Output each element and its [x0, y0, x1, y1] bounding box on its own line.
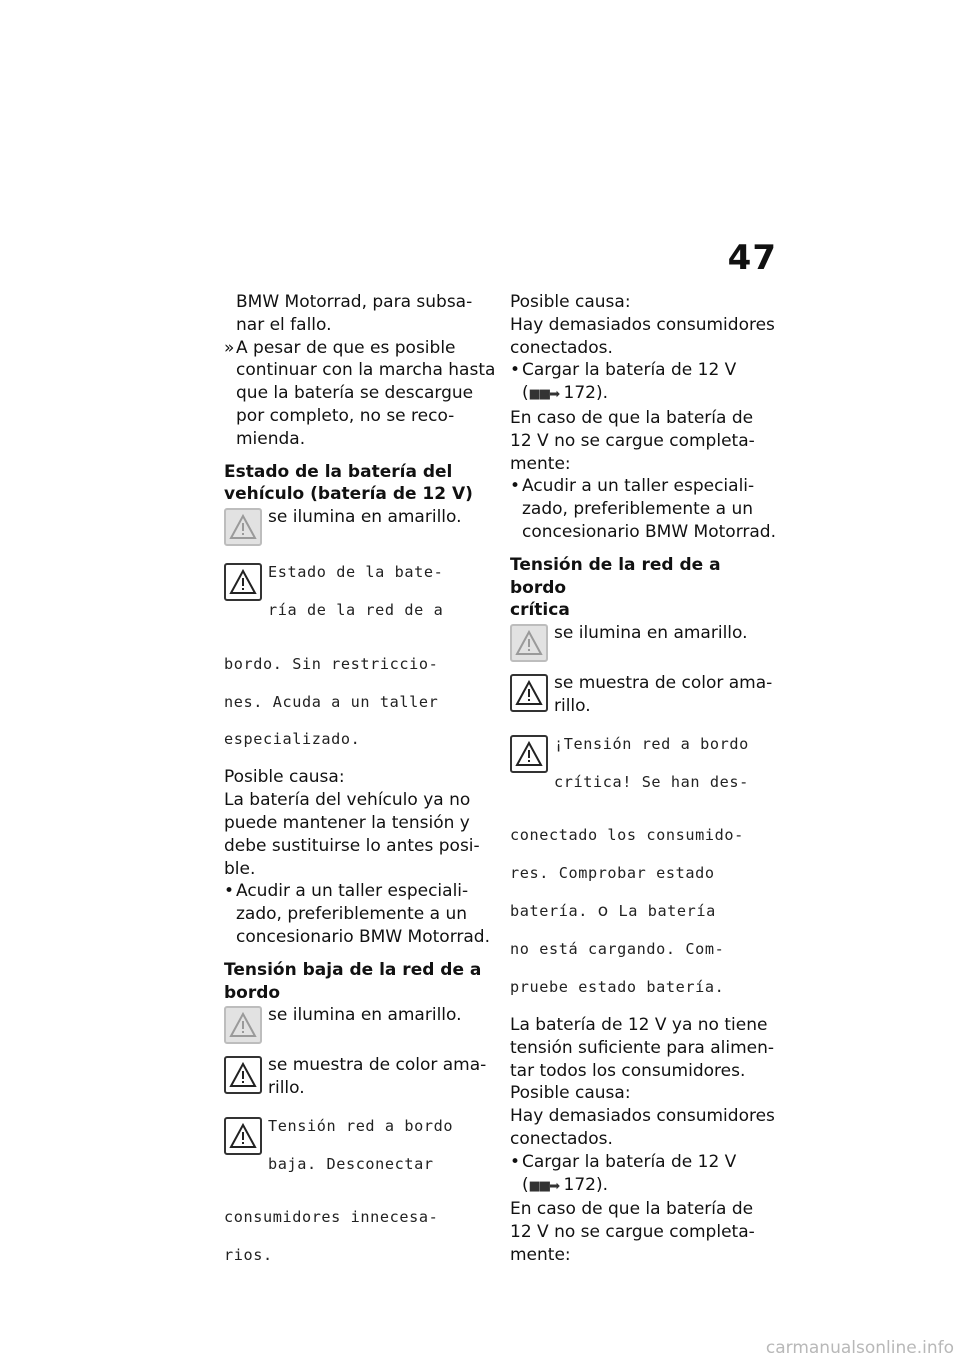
display-text-line: consumidores innecesa- [224, 1208, 439, 1227]
display-text-line: conectado los consumido- [510, 826, 744, 845]
warning-triangle-outline-icon [224, 563, 262, 601]
case-text-line: mente: [510, 453, 571, 474]
list-item [510, 1151, 782, 1199]
indicator-text: se muestra de color ama- [554, 673, 773, 694]
page-reference-arrow-icon: ■■➡ [528, 1178, 559, 1194]
bullet-marker: • [510, 476, 521, 497]
list-item-line: zado, preferiblemente a un [236, 904, 468, 925]
bullet-marker: • [510, 360, 521, 381]
list-item-line: zado, preferiblemente a un [522, 499, 754, 520]
indicator-text: rillo. [554, 695, 591, 716]
page-reference-link[interactable]: 172). [563, 1174, 608, 1195]
display-text-line: rios. [224, 1246, 273, 1265]
warning-triangle-outline-icon [224, 1056, 262, 1094]
cause-text-line: puede mantener la tensión y [224, 813, 470, 834]
list-item-line: A pesar de que es posible [236, 337, 456, 358]
indicator-row [224, 1054, 496, 1100]
display-text-segment: batería. [510, 902, 588, 921]
case-text-line: 12 V no se cargue completa- [510, 430, 755, 451]
case-text-line: 12 V no se cargue completa- [510, 1222, 755, 1243]
cause-label: Posible causa: [224, 767, 345, 788]
display-text-line: res. Comprobar estado [510, 864, 715, 883]
list-item-line: por completo, no se reco- [236, 405, 455, 426]
list-item [224, 880, 496, 948]
section-heading: Estado de la batería del [224, 461, 453, 482]
continued-text-line: nar el fallo. [236, 314, 332, 335]
display-text-line: bordo. Sin restriccio- [224, 654, 439, 673]
warning-triangle-filled-icon [224, 508, 262, 546]
cause-text-line: Hay demasiados consumidores [510, 1106, 775, 1127]
cause-text-line: La batería del vehículo ya no [224, 790, 471, 811]
section-heading: bordo [224, 982, 281, 1003]
display-text-line: crítica! Se han des- [554, 772, 749, 791]
description-line: La batería de 12 V ya no tiene [510, 1015, 768, 1036]
display-text-line: baja. Desconectar [268, 1155, 434, 1174]
list-item-line: continuar con la marcha hasta [236, 360, 496, 381]
indicator-row [224, 506, 496, 546]
page-reference-link[interactable]: 172). [563, 383, 608, 404]
display-text-line: Estado de la bate- [268, 563, 444, 582]
bullet-marker: • [224, 881, 235, 902]
display-text-line: pruebe estado batería. [510, 978, 725, 997]
display-text-line: ría de la red de a [268, 601, 444, 620]
bullet-marker: • [510, 1151, 521, 1172]
list-item-line: concesionario BMW Motorrad. [236, 927, 490, 948]
list-item [510, 475, 782, 543]
warning-triangle-filled-icon [224, 1006, 262, 1044]
indicator-row [510, 672, 782, 718]
case-text-line: En caso de que la batería de [510, 1199, 754, 1220]
display-message [224, 1115, 496, 1267]
open-paren: ( [522, 383, 529, 404]
list-item-line: mienda. [236, 428, 306, 449]
left-column [224, 291, 496, 1282]
or-connector: o [597, 901, 609, 922]
section-heading: Tensión de la red de a bordo [510, 554, 721, 598]
right-column [510, 291, 782, 1267]
cause-label: Posible causa: [510, 1083, 631, 1104]
list-item [510, 359, 782, 407]
display-text-line: especializado. [224, 730, 361, 749]
list-item-line: concesionario BMW Motorrad. [522, 521, 776, 542]
list-item-line [522, 382, 782, 407]
warning-triangle-outline-icon [510, 674, 548, 712]
indicator-text: se muestra de color ama- [268, 1055, 487, 1076]
section-heading: vehículo (batería de 12 V) [224, 484, 473, 505]
list-item-line: Cargar la batería de 12 V [522, 1151, 737, 1172]
cause-text-line: debe sustituirse lo antes posi- [224, 835, 480, 856]
cause-label: Posible causa: [510, 292, 631, 312]
warning-triangle-filled-icon [510, 624, 548, 662]
cause-text-line: conectados. [510, 1129, 613, 1149]
display-text-line: Tensión red a bordo [268, 1117, 454, 1136]
display-message [510, 733, 782, 999]
cause-text-line: conectados. [510, 337, 613, 358]
display-message [224, 561, 496, 751]
list-item-line [522, 1174, 782, 1199]
display-text-line: ¡Tensión red a bordo [554, 734, 749, 753]
page-reference-arrow-icon: ■■➡ [528, 387, 559, 403]
section-heading: Tensión baja de la red de a [224, 959, 482, 980]
section-heading: crítica [510, 600, 570, 621]
list-item-line: Cargar la batería de 12 V [522, 360, 737, 381]
cause-text-line: Hay demasiados consumidores [510, 314, 775, 335]
description-line: tensión suficiente para alimen- [510, 1037, 775, 1058]
indicator-text: se ilumina en amarillo. [268, 507, 462, 528]
display-text-segment: La batería [618, 902, 716, 921]
footer-watermark: carmanualsonline.info [765, 1338, 954, 1358]
warning-triangle-outline-icon [224, 1117, 262, 1155]
display-text-line: nes. Acuda a un taller [224, 692, 439, 711]
list-item-line: que la batería se descargue [236, 383, 474, 404]
page-number: 47 [727, 238, 777, 278]
indicator-row [224, 1004, 496, 1044]
indicator-text: se ilumina en amarillo. [268, 1005, 462, 1026]
continued-text-line: BMW Motorrad, para subsa- [236, 292, 473, 312]
warning-triangle-outline-icon [510, 735, 548, 773]
indicator-text: rillo. [268, 1078, 305, 1099]
bullet-marker: » [224, 337, 235, 358]
description-line: tar todos los consumidores. [510, 1060, 746, 1081]
list-item-line: Acudir a un taller especiali- [236, 881, 469, 902]
indicator-row [510, 622, 782, 662]
open-paren: ( [522, 1174, 529, 1195]
case-text-line: mente: [510, 1244, 571, 1265]
display-text-line: no está cargando. Com- [510, 940, 725, 959]
display-text-line [510, 900, 782, 923]
indicator-text: se ilumina en amarillo. [554, 623, 748, 644]
case-text-line: En caso de que la batería de [510, 407, 754, 428]
list-item [224, 337, 496, 451]
cause-text-line: ble. [224, 858, 256, 879]
list-item-line: Acudir a un taller especiali- [522, 476, 755, 497]
